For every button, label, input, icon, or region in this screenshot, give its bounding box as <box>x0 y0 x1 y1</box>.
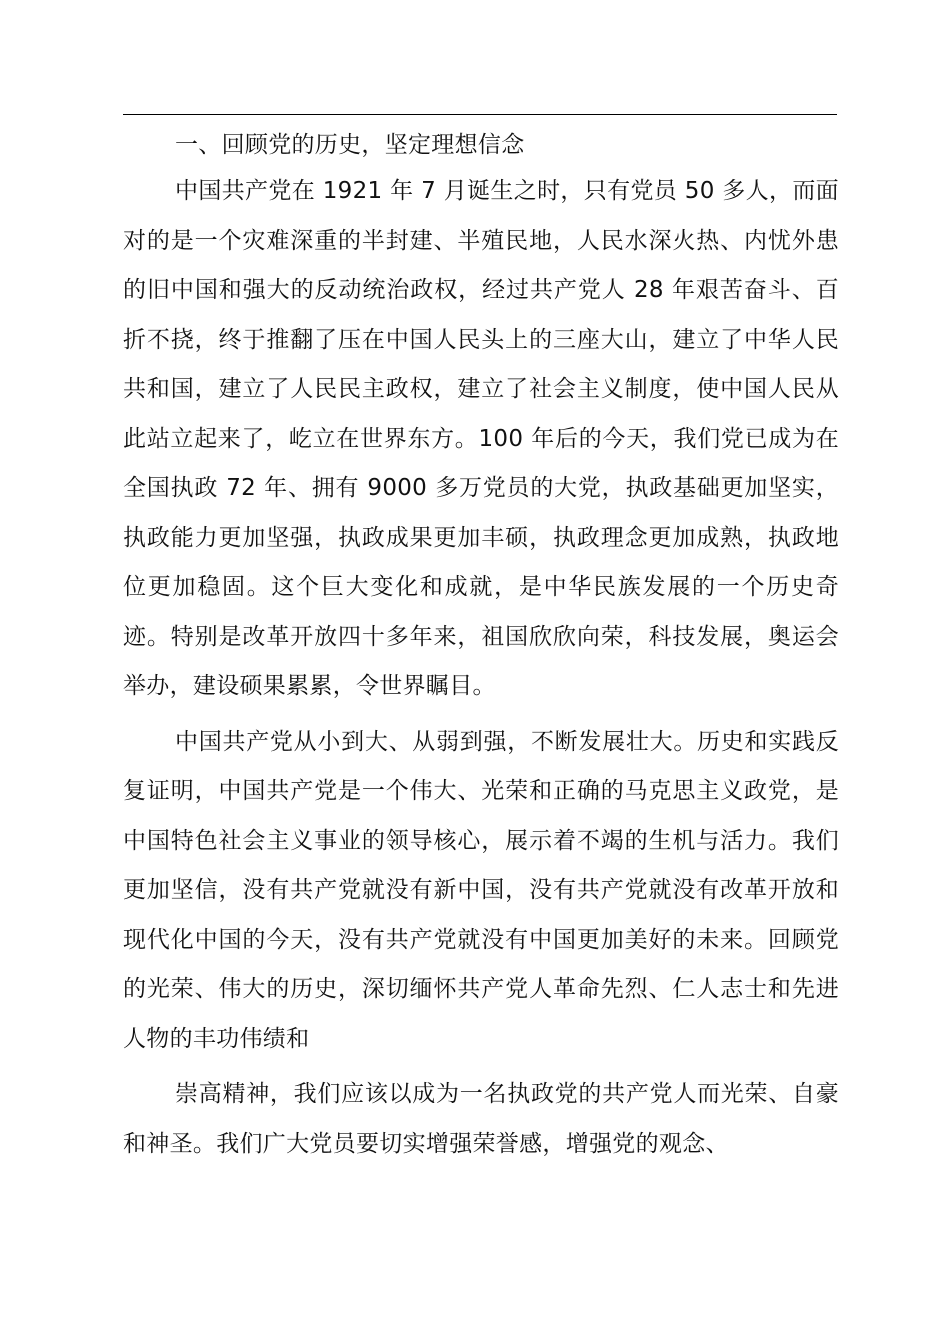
header-rule <box>123 114 837 115</box>
section-heading: 一、回顾党的历史，坚定理想信念 <box>175 132 525 158</box>
paragraph-honor: 崇高精神，我们应该以成为一名执政党的共产党人而光荣、自豪和神圣。我们广大党员要切实增强荣誉感，增强党的观念、 <box>123 1081 839 1157</box>
document-body <box>123 126 839 1169</box>
paragraph-history: 中国共产党在 1921 年 7 月诞生之时，只有党员 50 多人，而面对的是一个灾难深重的半封建、半殖民地，人民水深火热、内忧外患的旧中国和强大的反动统治政权，经过共产党人 28 年艰苦奋斗、百折不挠，终于推翻了压在中国人民头上的三座大山，建立了中华人民共和国，建立了人民民主政权，建立了社会主义制度，使中国人民从此站立起来了，屹立在世界东方。100 年后的今天，我们党已成为在全国执政 72 年、拥有 9000 多万党员的大党，执政基础更加坚实，执政能力更加坚强，执政成果更加丰硕，执政理念更加成熟，执政地位更加稳固。这个巨大变化和成就，是中华民族发展的一个历史奇迹。特别是改革开放四十多年来，祖国欣欣向荣，科技发展，奥运会举办，建设硕果累累，令世界瞩目。 <box>123 178 839 699</box>
paragraph-party-growth: 中国共产党从小到大、从弱到强，不断发展壮大。历史和实践反复证明，中国共产党是一个伟大、光荣和正确的马克思主义政党，是中国特色社会主义事业的领导核心，展示着不竭的生机与活力。我们更加坚信，没有共产党就没有新中国，没有共产党就没有改革开放和现代化中国的今天，没有共产党就没有中国更加美好的未来。回顾党的光荣、伟大的历史，深切缅怀共产党人革命先烈、仁人志士和先进人物的丰功伟绩和 <box>123 728 839 1052</box>
